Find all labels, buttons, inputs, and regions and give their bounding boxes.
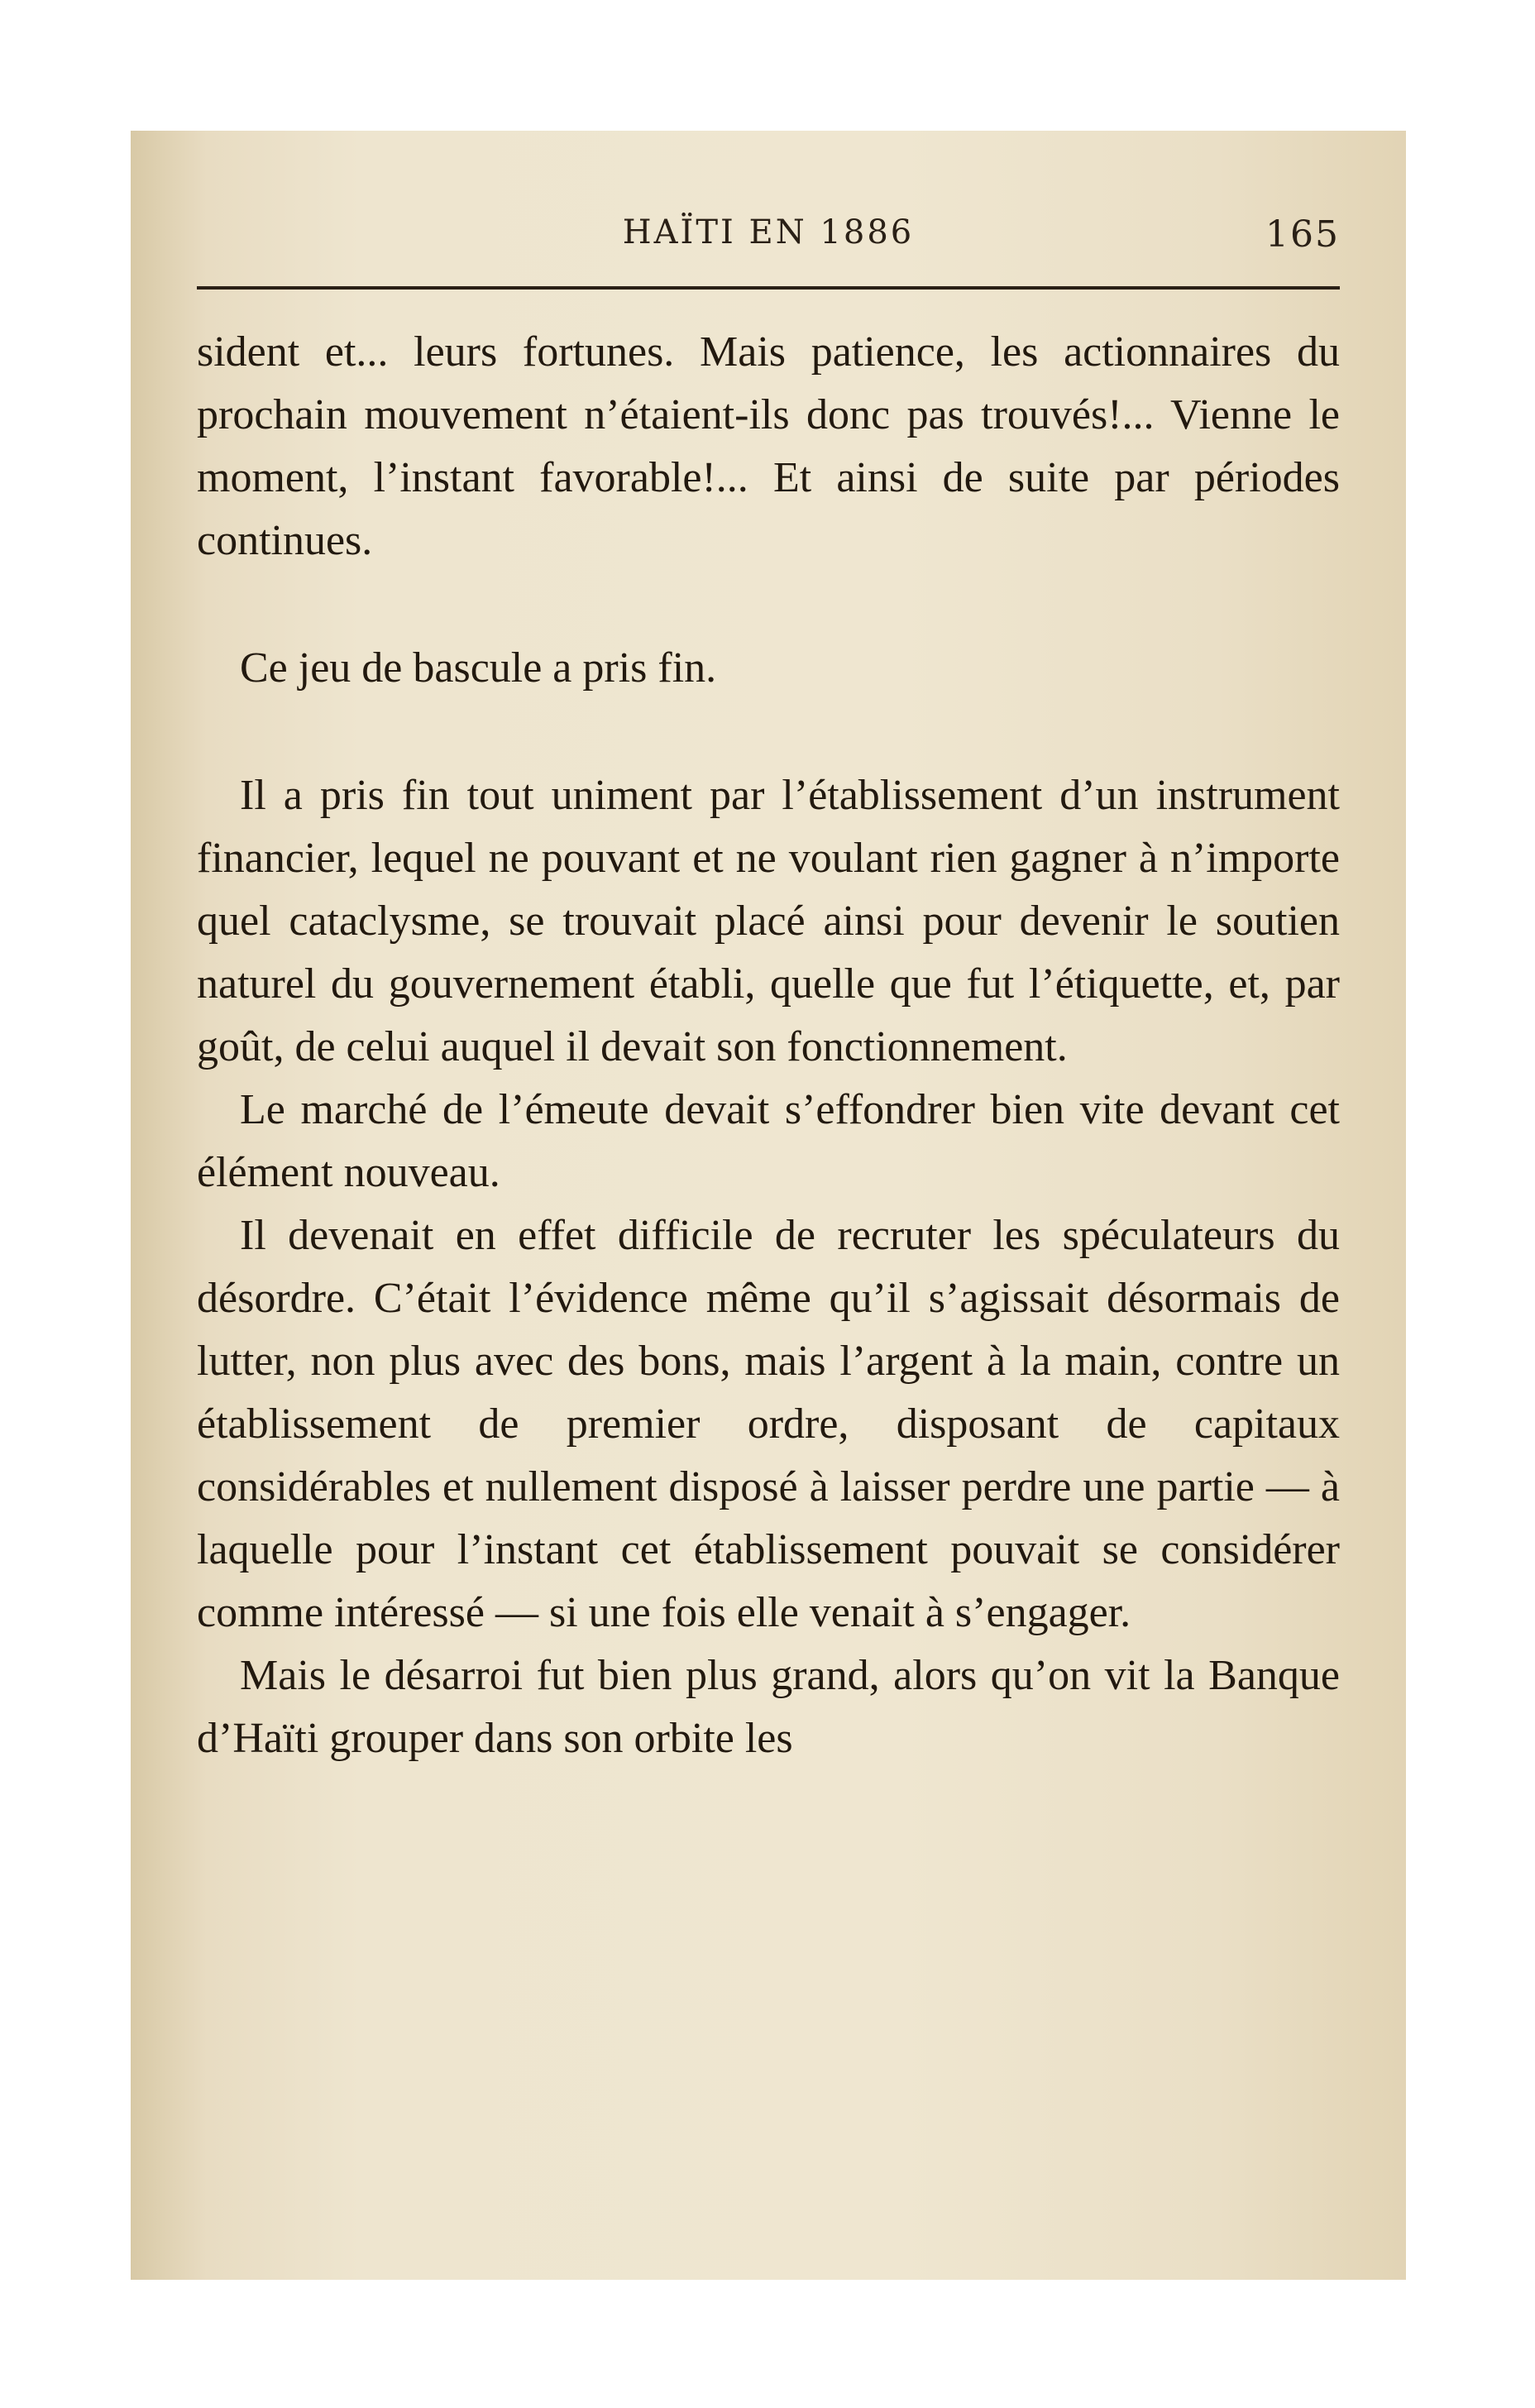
paragraph-1: sident et... leurs fortunes. Mais patience, les actionnaires du prochain mouvement n’étaient-ils donc pas trouvés!... Vienne le moment, l’instant favorable!... Et ainsi de suite par périodes continues. [197,328,1340,564]
paragraph-5: Il devenait en effet difficile de recruter les spéculateurs du désordre. C’était l’évidence même qu’il s’agissait désormais de lutter, non plus avec des bons, mais l’argent à la main, contre un établissement de premier ordre, disposant de capitaux considérables et nullement disposé à laisser perdre une partie — à laquelle pour l’instant cet établissement pouvait se considérer comme intéressé — si une fois elle venait à s’engager. [197,1212,1340,1636]
paragraph-2: Ce jeu de bascule a pris fin. [240,644,717,692]
page-number: 165 [1265,213,1340,256]
book-page [131,131,1406,2280]
paragraph-3: Il a pris fin tout uniment par l’établissement d’un instrument financier, lequel ne pouvant et ne voulant rien gagner à n’importe quel cataclysme, se trouvait placé ainsi pour devenir le soutien naturel du gouvernement établi, quelle que fut l’étiquette, et, par goût, de celui auquel il devait son fonctionnement. [197,772,1340,1070]
header-rule [197,286,1340,290]
body-text [197,321,1340,1770]
paragraph-4: Le marché de l’émeute devait s’effondrer bien vite devant cet élément nouveau. [197,1086,1340,1196]
running-title: HAÏTI EN 1886 [622,213,915,251]
page-header [197,213,1340,263]
paragraph-6: Mais le désarroi fut bien plus grand, alors qu’on vit la Banque d’Haïti grouper dans son orbite les [197,1652,1340,1762]
